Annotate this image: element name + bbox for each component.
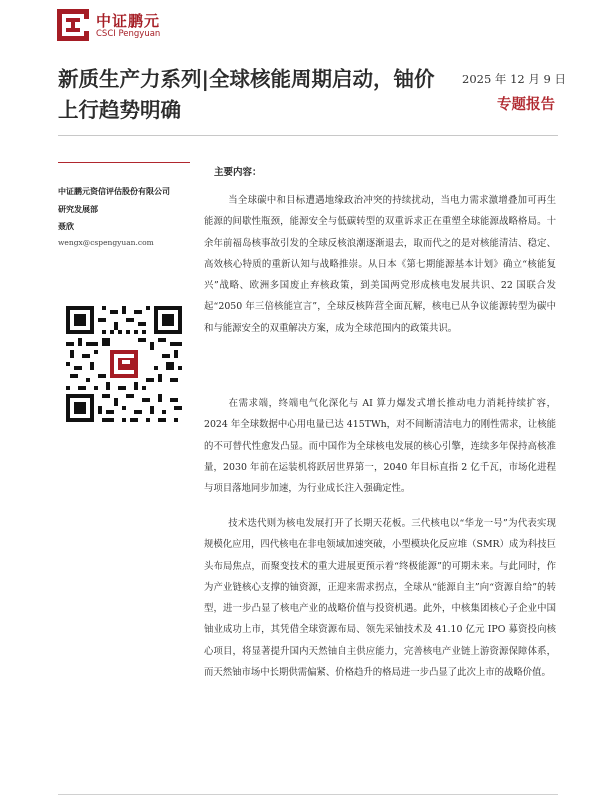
section-title: 主要内容： [214,167,262,178]
report-date: 2025 年 12 月 9 日 [462,72,566,86]
sidebar-company: 中证鹏元资信评估股份有限公司 [58,187,170,196]
paragraph-1-text: 当全球碳中和目标遭遇地缘政治冲突的持续扰动，当电力需求激增叠加可再生能源的间歇性瓶颈，能源安全与低碳转型的双重诉求正在重塑全球能源战略格局。十余年前福岛核事故引发的全球反核浪潮逐渐退去，取而代之的是对核能清洁、稳定、高效核心特质的重新认知与战略推崇。从日本《第七期能源基本计划》确立“核能复兴”战略、欧洲多国废止弃核政策，到美国两党形成核电发展共识、22 国联合发起“2050 年三倍核能宣言”，全球反核阵营全面瓦解，核电已从争议能源转型为碳中和与能源安全的双重解决方案，成为全球范围内的政策共识。 [204,195,556,334]
brand-name-cn: 中证鹏元 [96,12,161,30]
paragraph-3-text: 技术迭代则为核电发展打开了长期天花板。三代核电以“华龙一号”为代表实现规模化应用，四代核电在非电领域加速突破，小型模块化反应堆（SMR）成为科技巨头布局焦点，而聚变技术的重大进展更预示着“终极能源”的可期未来。与此同时，作为产业链核心支撑的铀资源，正迎来需求拐点，全球从“能源自主”向“资源自给”的转型，进一步凸显了核电产业的战略价值与投资机遇。此外，中核集团核心子企业中国铀业成功上市，其凭借全球资源布局、领先采铀技术及 41.10 亿元 IPO 募资投向核心项目，将显著提升国内天然铀自主供应能力，完善核电产业链上游资源保障体系，而天然铀市场中长期供需偏紧、价格趋升的格局进一步凸显了此次上市的战略价值。 [204,518,556,679]
sidebar-divider [58,162,190,163]
footer-divider [58,794,558,795]
page-header [0,0,600,52]
csci-logo-icon [56,8,90,42]
brand-logo [56,8,176,44]
paragraph-2 [204,393,556,499]
report-type-label: 专题报告 [497,97,555,113]
sidebar-author: 聂欣 [58,222,74,231]
report-title: 新质生产力系列|全球核能周期启动，铀价上行趋势明确 [58,67,435,122]
title-divider [58,135,558,136]
qr-code-icon [66,306,182,422]
paragraph-1 [204,190,556,339]
sidebar-email[interactable]: wengx@cspengyuan.com [58,238,154,247]
brand-name-en: CSCI Pengyuan [96,29,161,39]
sidebar-department: 研究发展部 [58,205,98,214]
paragraph-3 [204,513,556,683]
paragraph-2-text: 在需求端，终端电气化深化与 AI 算力爆发式增长推动电力消耗持续扩容，2024 年全球数据中心用电量已达 415TWh，对不间断清洁电力的刚性需求，让核能的不可替代性愈发凸显。而中国作为全球核电发展的核心引擎，连续多年保持高核准量，2030 年前在运装机将跃居世界第一，2040 年目标直指 2 亿千瓦，市场化进程与项目落地同步加速，为行业成长注入强确定性。 [204,398,556,495]
